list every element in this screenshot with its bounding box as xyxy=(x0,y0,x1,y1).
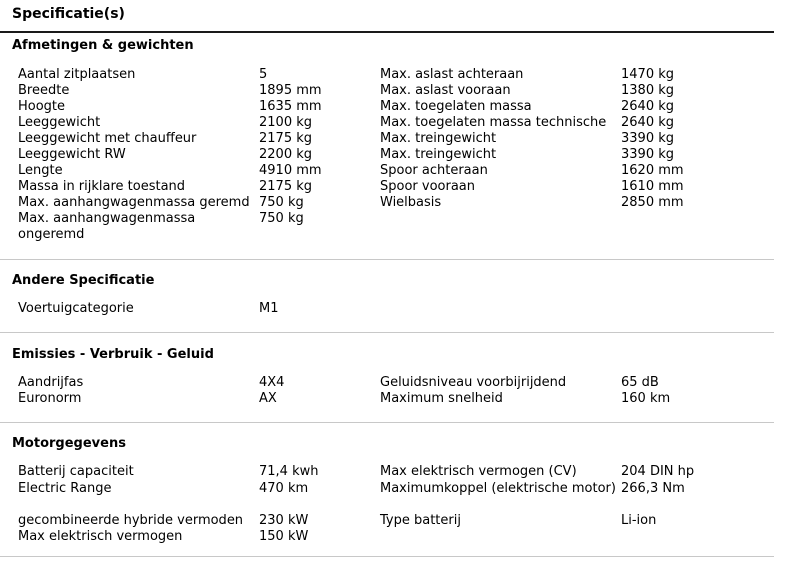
spec-value: 1895 mm xyxy=(259,83,322,98)
spec-value: 1620 mm xyxy=(621,163,684,178)
section-divider xyxy=(0,422,774,423)
spec-value: 2200 kg xyxy=(259,147,312,162)
spec-label: Max. toegelaten massa xyxy=(380,99,532,114)
section-divider xyxy=(0,332,774,333)
spec-label: Euronorm xyxy=(18,391,82,406)
spec-label: Wielbasis xyxy=(380,195,442,210)
spec-value: 204 DIN hp xyxy=(621,464,695,479)
section-title-emissies: Emissies - Verbruik - Geluid xyxy=(12,347,214,362)
spec-value: 2100 kg xyxy=(259,115,312,130)
spec-value: 2175 kg xyxy=(259,131,312,146)
section-title-afmetingen: Afmetingen & gewichten xyxy=(12,38,194,53)
spec-value: 1635 mm xyxy=(259,99,322,114)
spec-label: Max elektrisch vermogen xyxy=(18,529,183,544)
spec-value: M1 xyxy=(259,301,279,316)
spec-label: Aantal zitplaatsen xyxy=(18,67,136,82)
spec-label: Leeggewicht met chauffeur xyxy=(18,131,197,146)
page-title: Specificatie(s) xyxy=(12,6,125,22)
spec-label: Hoogte xyxy=(18,99,66,114)
spec-label: Voertuigcategorie xyxy=(18,301,134,316)
spec-value: AX xyxy=(259,391,277,406)
spec-label: Max. aanhangwagenmassa ongeremd xyxy=(18,211,196,242)
spec-value: 150 kW xyxy=(259,529,309,544)
spec-label: Electric Range xyxy=(18,481,112,496)
spec-value: 750 kg xyxy=(259,211,304,226)
section-title-andere: Andere Specificatie xyxy=(12,273,155,288)
spec-label: Breedte xyxy=(18,83,70,98)
spec-value: 230 kW xyxy=(259,513,309,528)
section-divider xyxy=(0,556,774,557)
spec-label: Type batterij xyxy=(380,513,461,528)
spec-label: Max. aslast vooraan xyxy=(380,83,511,98)
spec-label: Leeggewicht xyxy=(18,115,101,130)
spec-value: 2640 kg xyxy=(621,115,674,130)
spec-label: Max. treingewicht xyxy=(380,147,497,162)
spec-value: 2640 kg xyxy=(621,99,674,114)
spec-label: Max. aanhangwagenmassa geremd xyxy=(18,195,250,210)
spec-value: 2175 kg xyxy=(259,179,312,194)
spec-value: 2850 mm xyxy=(621,195,684,210)
spec-value: 1380 kg xyxy=(621,83,674,98)
spec-value: 4910 mm xyxy=(259,163,322,178)
spec-value: 4X4 xyxy=(259,375,285,390)
spec-value: 3390 kg xyxy=(621,147,674,162)
spec-label: Aandrijfas xyxy=(18,375,84,390)
spec-label: gecombineerde hybride vermoden xyxy=(18,513,244,528)
spec-value: 65 dB xyxy=(621,375,659,390)
spec-value: 1610 mm xyxy=(621,179,684,194)
title-divider xyxy=(0,31,774,33)
spec-value: Li-ion xyxy=(621,513,657,528)
spec-label: Massa in rijklare toestand xyxy=(18,179,186,194)
spec-value: 750 kg xyxy=(259,195,304,210)
spec-value: 1470 kg xyxy=(621,67,674,82)
section-divider xyxy=(0,259,774,260)
spec-label: Leeggewicht RW xyxy=(18,147,126,162)
spec-label: Batterij capaciteit xyxy=(18,464,134,479)
spec-label: Spoor vooraan xyxy=(380,179,476,194)
spec-label: Maximumkoppel (elektrische motor) xyxy=(380,481,616,496)
spec-value: 470 km xyxy=(259,481,309,496)
spec-value: 3390 kg xyxy=(621,131,674,146)
spec-label: Max elektrisch vermogen (CV) xyxy=(380,464,577,479)
spec-label: Lengte xyxy=(18,163,63,178)
spec-label: Max. toegelaten massa technische xyxy=(380,115,607,130)
spec-value: 71,4 kwh xyxy=(259,464,319,479)
spec-label: Maximum snelheid xyxy=(380,391,503,406)
spec-value: 160 km xyxy=(621,391,671,406)
spec-label: Max. aslast achteraan xyxy=(380,67,524,82)
spec-value: 5 xyxy=(259,67,268,82)
spec-value: 266,3 Nm xyxy=(621,481,685,496)
spec-label: Max. treingewicht xyxy=(380,131,497,146)
spec-label: Spoor achteraan xyxy=(380,163,488,178)
section-title-motor: Motorgegevens xyxy=(12,436,126,451)
spec-label: Geluidsniveau voorbijrijdend xyxy=(380,375,567,390)
